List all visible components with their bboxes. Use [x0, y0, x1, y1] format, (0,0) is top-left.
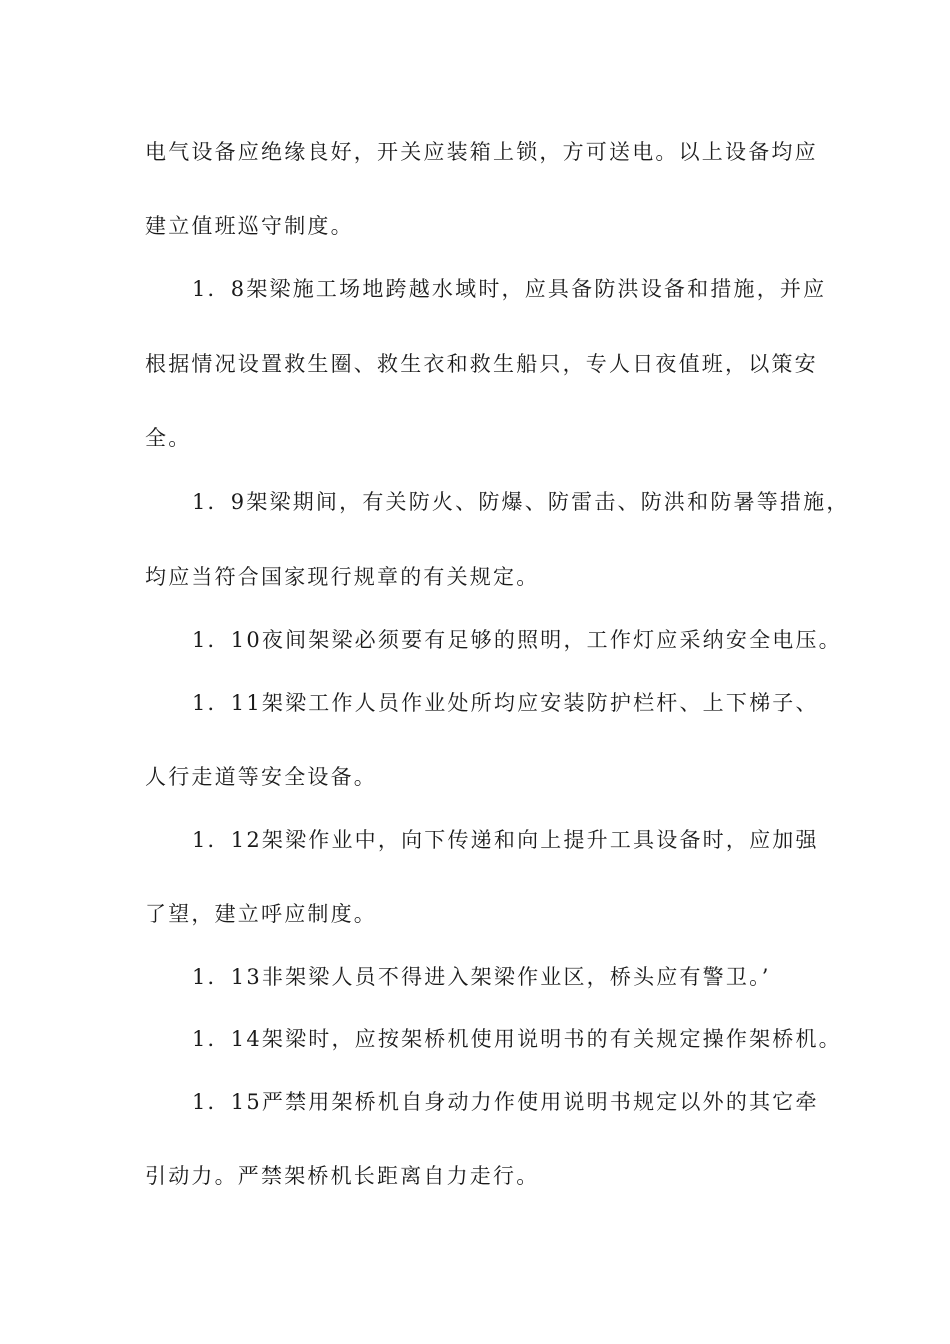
paragraph-1-14: 1．14架梁时，应按架桥机使用说明书的有关规定操作架桥机。 [192, 1027, 842, 1051]
text-line: 电气设备应绝缘良好，开关应装箱上锁，方可送电。以上设备均应 [145, 140, 818, 164]
paragraph-1-11-start: 1．11架梁工作人员作业处所均应安装防护栏杆、上下梯子、 [192, 691, 819, 715]
text-line: 全。 [145, 426, 192, 450]
text-line: 均应当符合国家现行规章的有关规定。 [145, 565, 540, 589]
paragraph-1-15-start: 1．15严禁用架桥机自身动力作使用说明书规定以外的其它牵 [192, 1090, 819, 1114]
text-line: 根据情况设置救生圈、救生衣和救生船只，专人日夜值班，以策安 [145, 352, 818, 376]
text-line: 建立值班巡守制度。 [145, 214, 354, 238]
paragraph-1-13: 1．13非架梁人员不得进入架梁作业区，桥头应有警卫。’ [192, 965, 771, 989]
paragraph-1-12-start: 1．12架梁作业中，向下传递和向上提升工具设备时，应加强 [192, 828, 819, 852]
paragraph-1-9-start: 1．9架梁期间，有关防火、防爆、防雷击、防洪和防暑等措施， [192, 490, 850, 514]
paragraph-1-8-start: 1．8架梁施工场地跨越水域时，应具备防洪设备和措施，并应 [192, 277, 827, 301]
text-line: 人行走道等安全设备。 [145, 765, 377, 789]
paragraph-1-10: 1．10夜间架梁必须要有足够的照明，工作灯应采纳安全电压。 [192, 628, 842, 652]
text-line: 引动力。严禁架桥机长距离自力走行。 [145, 1164, 540, 1188]
text-line: 了望，建立呼应制度。 [145, 902, 377, 926]
